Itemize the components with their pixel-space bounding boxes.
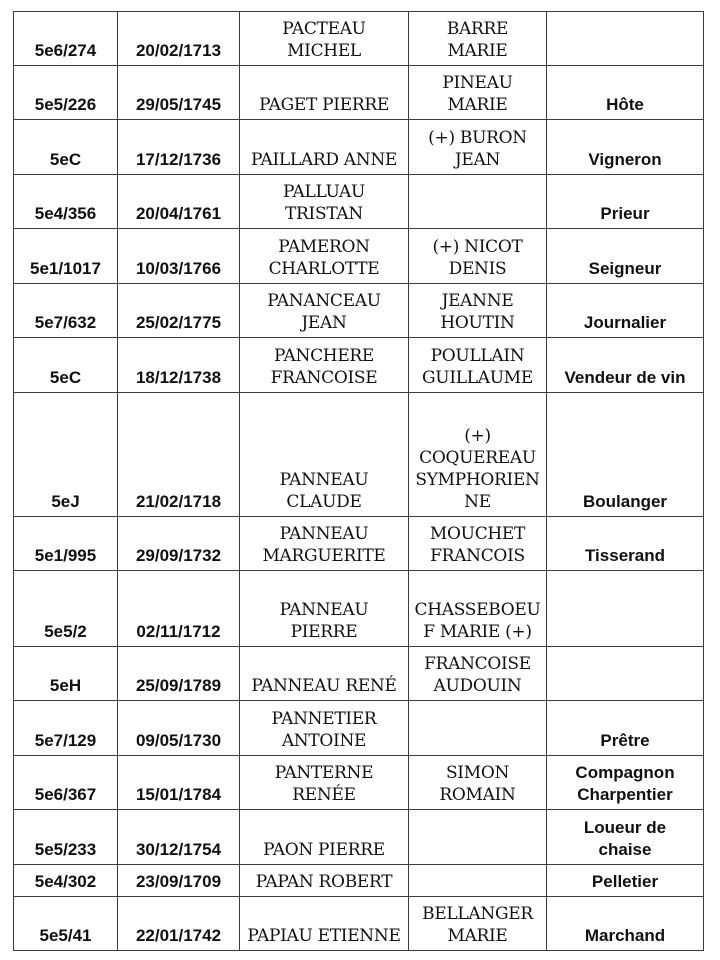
reference-cell: [14, 338, 118, 393]
date-cell: [118, 756, 240, 810]
occupation-cell: [547, 229, 704, 284]
reference-cell-text: 5e6/367: [34, 785, 97, 804]
occupation-cell: [547, 284, 704, 338]
occupation-cell: [547, 810, 704, 865]
date-cell-text: 20/02/1713: [135, 41, 222, 60]
spouse-name-cell: [409, 284, 547, 338]
occupation-cell-text: Tisserand: [584, 546, 665, 565]
reference-cell-text: 5e7/632: [34, 313, 97, 332]
date-cell: [118, 175, 240, 229]
reference-cell: [14, 393, 118, 517]
date-cell: [118, 12, 240, 66]
reference-cell: [14, 647, 118, 701]
occupation-cell-text: Marchand: [584, 926, 666, 945]
table-row: [14, 338, 704, 393]
spouse-name-cell: [409, 865, 547, 897]
spouse-name-cell: [409, 897, 547, 951]
person-name-cell-text: PAMERON CHARLOTTE: [268, 237, 380, 279]
date-cell: [118, 393, 240, 517]
person-name-cell-text: PAON PIERRE: [263, 840, 385, 860]
occupation-cell-text: Prieur: [600, 204, 650, 223]
person-name-cell-text: PAPIAU ETIENNE: [247, 926, 401, 946]
person-name-cell: [240, 229, 409, 284]
person-name-cell-text: PANNEAU MARGUERITE: [262, 524, 386, 566]
table-row: [14, 284, 704, 338]
person-name-cell-text: PANNEAU PIERRE: [279, 600, 369, 642]
date-cell-text: 09/05/1730: [135, 731, 222, 750]
spouse-name-cell: [409, 810, 547, 865]
reference-cell-text: 5e7/129: [34, 731, 97, 750]
person-name-cell: [240, 756, 409, 810]
occupation-cell-text: Seigneur: [588, 259, 662, 278]
date-cell: [118, 66, 240, 120]
spouse-name-cell-text: POULLAIN GUILLAUME: [422, 346, 533, 388]
occupation-cell: [547, 571, 704, 647]
occupation-cell: [547, 865, 704, 897]
date-cell: [118, 338, 240, 393]
person-name-cell-text: PANNETIER ANTOINE: [271, 709, 377, 751]
reference-cell: [14, 897, 118, 951]
date-cell: [118, 701, 240, 756]
spouse-name-cell: [409, 571, 547, 647]
spouse-name-cell-text: (+) BURON JEAN: [428, 128, 527, 170]
reference-cell: [14, 810, 118, 865]
occupation-cell: [547, 393, 704, 517]
occupation-cell-text: Prêtre: [600, 731, 650, 750]
person-name-cell: [240, 810, 409, 865]
spouse-name-cell: [409, 12, 547, 66]
records-table-body: [14, 12, 704, 951]
person-name-cell: [240, 393, 409, 517]
person-name-cell-text: PAILLARD ANNE: [250, 150, 398, 170]
date-cell-text: 22/01/1742: [135, 926, 222, 945]
spouse-name-cell: [409, 393, 547, 517]
occupation-cell-text: Boulanger: [582, 492, 668, 511]
person-name-cell: [240, 175, 409, 229]
occupation-cell: [547, 175, 704, 229]
table-row: [14, 897, 704, 951]
person-name-cell-text: PAPAN ROBERT: [255, 872, 393, 892]
table-row: [14, 393, 704, 517]
person-name-cell: [240, 338, 409, 393]
spouse-name-cell-text: PINEAU MARIE: [442, 73, 513, 115]
spouse-name-cell-text: SIMON ROMAIN: [439, 763, 516, 805]
reference-cell-text: 5e4/356: [34, 204, 97, 223]
occupation-cell: [547, 701, 704, 756]
spouse-name-cell-text: BARRE MARIE: [446, 19, 509, 61]
person-name-cell: [240, 571, 409, 647]
reference-cell-text: 5eH: [49, 676, 82, 695]
person-name-cell: [240, 66, 409, 120]
table-row: [14, 865, 704, 897]
occupation-cell: [547, 897, 704, 951]
person-name-cell: [240, 12, 409, 66]
spouse-name-cell-text: (+) COQUEREAU SYMPHORIENNE: [415, 426, 540, 512]
spouse-name-cell: [409, 338, 547, 393]
spouse-name-cell: [409, 517, 547, 571]
date-cell: [118, 571, 240, 647]
date-cell-text: 17/12/1736: [135, 150, 222, 169]
reference-cell-text: 5e5/2: [44, 622, 87, 641]
date-cell-text: 25/02/1775: [135, 313, 222, 332]
records-table: [13, 11, 704, 951]
person-name-cell: [240, 120, 409, 175]
person-name-cell: [240, 897, 409, 951]
table-row: [14, 647, 704, 701]
spouse-name-cell: [409, 701, 547, 756]
date-cell-text: 02/11/1712: [136, 622, 221, 641]
reference-cell-text: 5eC: [49, 150, 82, 169]
table-row: [14, 756, 704, 810]
reference-cell-text: 5e6/274: [34, 41, 97, 60]
person-name-cell-text: PALLUAU TRISTAN: [282, 182, 366, 224]
reference-cell: [14, 571, 118, 647]
occupation-cell: [547, 517, 704, 571]
date-cell: [118, 284, 240, 338]
date-cell-text: 21/02/1718: [135, 492, 222, 511]
date-cell-text: 15/01/1784: [135, 785, 222, 804]
occupation-cell-text: Vigneron: [588, 150, 662, 169]
spouse-name-cell: [409, 120, 547, 175]
date-cell: [118, 810, 240, 865]
reference-cell: [14, 175, 118, 229]
occupation-cell: [547, 647, 704, 701]
reference-cell-text: 5eC: [49, 368, 82, 387]
date-cell-text: 10/03/1766: [135, 259, 222, 278]
person-name-cell: [240, 647, 409, 701]
table-row: [14, 229, 704, 284]
spouse-name-cell: [409, 66, 547, 120]
person-name-cell-text: PANANCEAU JEAN: [267, 291, 381, 333]
reference-cell: [14, 66, 118, 120]
person-name-cell-text: PANNEAU RENÉ: [251, 676, 397, 696]
spouse-name-cell: [409, 756, 547, 810]
reference-cell-text: 5e5/226: [34, 95, 97, 114]
person-name-cell: [240, 865, 409, 897]
person-name-cell-text: PANTERNE RENÉE: [274, 763, 374, 805]
occupation-cell: [547, 756, 704, 810]
table-row: [14, 120, 704, 175]
date-cell: [118, 647, 240, 701]
table-row: [14, 810, 704, 865]
reference-cell: [14, 284, 118, 338]
reference-cell-text: 5e1/1017: [30, 259, 101, 278]
reference-cell: [14, 120, 118, 175]
table-row: [14, 517, 704, 571]
table-row: [14, 571, 704, 647]
spouse-name-cell-text: MOUCHET FRANCOIS: [429, 524, 526, 566]
occupation-cell-text: Vendeur de vin: [564, 368, 686, 387]
reference-cell-text: 5eJ: [51, 492, 80, 511]
spouse-name-cell-text: FRANCOISE AUDOUIN: [424, 654, 531, 696]
date-cell: [118, 517, 240, 571]
date-cell-text: 30/12/1754: [135, 840, 222, 859]
spouse-name-cell: [409, 229, 547, 284]
date-cell-text: 20/04/1761: [135, 204, 222, 223]
person-name-cell: [240, 517, 409, 571]
date-cell-text: 18/12/1738: [135, 368, 222, 387]
spouse-name-cell: [409, 175, 547, 229]
reference-cell: [14, 229, 118, 284]
spouse-name-cell-text: JEANNE HOUTIN: [440, 291, 515, 333]
table-row: [14, 175, 704, 229]
reference-cell: [14, 517, 118, 571]
spouse-name-cell: [409, 647, 547, 701]
person-name-cell-text: PANNEAU CLAUDE: [279, 470, 369, 512]
date-cell: [118, 897, 240, 951]
person-name-cell: [240, 284, 409, 338]
table-row: [14, 701, 704, 756]
occupation-cell-text: Loueur de chaise: [583, 818, 667, 859]
table-row: [14, 66, 704, 120]
occupation-cell-text: Pelletier: [591, 872, 659, 891]
reference-cell-text: 5e5/41: [39, 926, 92, 945]
date-cell-text: 29/09/1732: [135, 546, 222, 565]
date-cell-text: 23/09/1709: [135, 872, 222, 891]
occupation-cell-text: Journalier: [583, 313, 667, 332]
reference-cell: [14, 12, 118, 66]
date-cell-text: 29/05/1745: [135, 95, 222, 114]
spouse-name-cell-text: (+) NICOT DENIS: [432, 237, 523, 279]
reference-cell-text: 5e1/995: [34, 546, 97, 565]
person-name-cell-text: PACTEAU MICHEL: [282, 19, 366, 61]
date-cell: [118, 865, 240, 897]
reference-cell: [14, 865, 118, 897]
reference-cell: [14, 756, 118, 810]
occupation-cell-text: Compagnon Charpentier: [575, 763, 675, 804]
date-cell: [118, 120, 240, 175]
person-name-cell: [240, 701, 409, 756]
person-name-cell-text: PAGET PIERRE: [259, 95, 389, 115]
reference-cell-text: 5e5/233: [34, 840, 97, 859]
person-name-cell-text: PANCHERE FRANCOISE: [270, 346, 378, 388]
occupation-cell: [547, 338, 704, 393]
reference-cell: [14, 701, 118, 756]
occupation-cell: [547, 120, 704, 175]
date-cell: [118, 229, 240, 284]
spouse-name-cell-text: BELLANGER MARIE: [422, 904, 533, 946]
date-cell-text: 25/09/1789: [135, 676, 222, 695]
occupation-cell: [547, 12, 704, 66]
table-row: [14, 12, 704, 66]
reference-cell-text: 5e4/302: [34, 872, 97, 891]
occupation-cell-text: Hôte: [606, 95, 644, 114]
spouse-name-cell-text: CHASSEBOEUF MARIE (+): [414, 600, 541, 642]
occupation-cell: [547, 66, 704, 120]
